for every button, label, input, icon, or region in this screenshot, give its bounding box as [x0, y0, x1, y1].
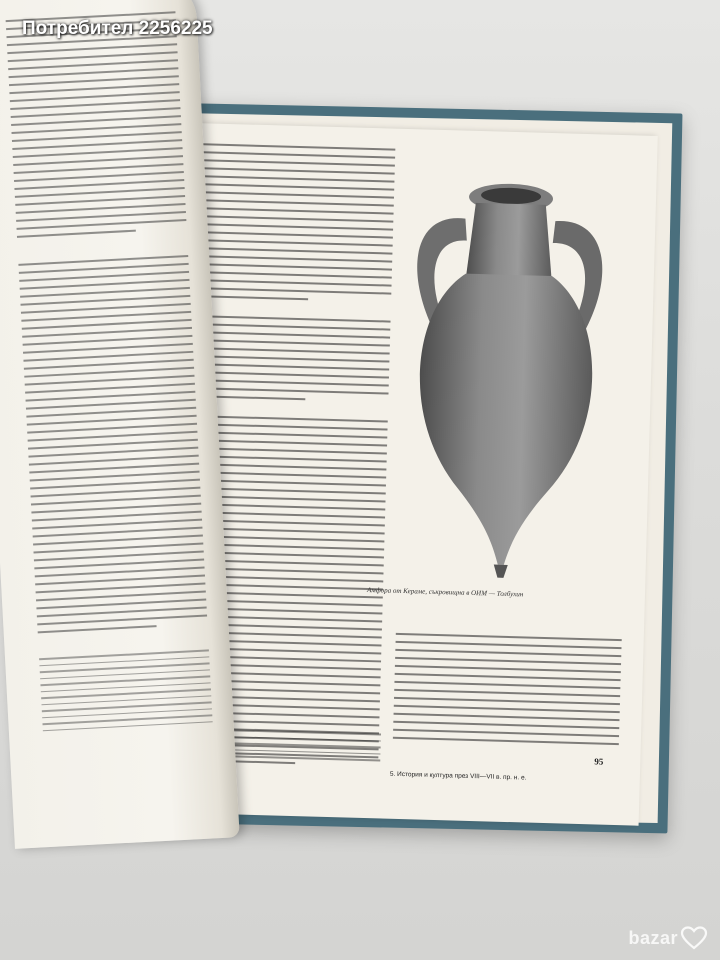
page-number: 95 — [594, 756, 604, 767]
site-watermark — [628, 926, 708, 950]
heart-icon — [680, 926, 708, 950]
amphora-photo — [385, 157, 627, 583]
page-footer: 5. История и култура през VIII—VII в. пр. н. е. — [389, 770, 527, 782]
watermark-text: bazar — [628, 927, 678, 948]
text-column-right — [393, 627, 622, 751]
seller-username-label: Потребител 2256225 — [22, 18, 213, 39]
photo-caption: Амфора от Кераме, съкровищна в ОИМ — Толбухин — [366, 586, 524, 599]
left-page-text — [5, 5, 213, 736]
